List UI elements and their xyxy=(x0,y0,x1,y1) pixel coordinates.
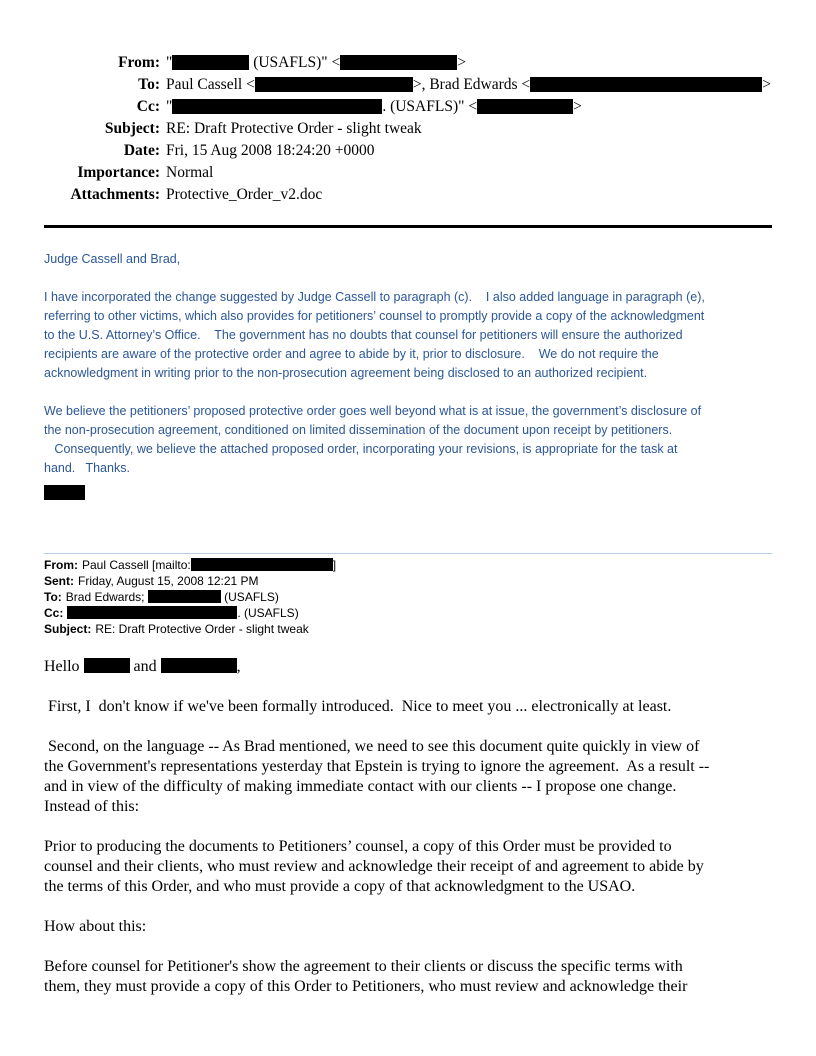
text-segment: Fri, 15 Aug 2008 18:24:20 +0000 xyxy=(166,142,375,159)
text-segment: >, Brad Edwards < xyxy=(412,76,531,93)
field-label: Importance: xyxy=(77,164,160,181)
text-segment: Friday, August 15, 2008 12:21 PM xyxy=(78,574,259,588)
header-field-row xyxy=(44,52,772,74)
text-segment: Hello xyxy=(44,658,84,675)
text-line: the non-prosecution agreement, conditioned on limited dissemination of the document upon receipt by petitioners. xyxy=(44,423,673,437)
quoted-paragraph-5 xyxy=(44,957,772,997)
header-field-row xyxy=(44,589,772,605)
field-value xyxy=(166,52,466,74)
reply-body xyxy=(44,250,772,500)
header-field-row xyxy=(44,184,772,206)
text-line: acknowledgment in writing prior to the non-prosecution agreement being disclosed to an authorized recipient. xyxy=(44,366,648,380)
text-segment: Normal xyxy=(166,164,214,181)
field-value xyxy=(166,140,375,162)
quoted-message-separator xyxy=(44,553,772,554)
field-label: Cc: xyxy=(44,606,64,620)
text-segment: RE: Draft Protective Order - slight tweak xyxy=(95,622,309,636)
header-field-row xyxy=(44,140,772,162)
field-label: Subject: xyxy=(44,622,92,636)
redaction-box xyxy=(67,606,237,619)
header-field-row xyxy=(44,162,772,184)
redaction-box xyxy=(530,77,762,92)
text-line: the terms of this Order, and who must provide a copy of that acknowledgment to the USAO. xyxy=(44,878,636,895)
field-label: Attachments: xyxy=(70,186,160,203)
text-line: recipients are aware of the protective order and agree to abide by it, prior to disclosure. We do not require the xyxy=(44,347,659,361)
field-value xyxy=(95,622,308,636)
redaction-box xyxy=(477,99,573,114)
redaction-box xyxy=(172,99,382,114)
text-line: to the U.S. Attorney’s Office. The government has no doubts that counsel for petitioners will ensure the authorized xyxy=(44,328,683,342)
quoted-paragraph-4 xyxy=(44,917,772,937)
text-segment: > xyxy=(762,76,771,93)
quoted-paragraph-1 xyxy=(44,697,772,717)
text-line: Before counsel for Petitioner's show the agreement to their clients or discuss the specific terms with xyxy=(44,958,683,975)
text-segment: Protective_Order_v2.doc xyxy=(166,186,323,203)
text-line: them, they must provide a copy of this Order to Petitioners, who must review and acknowledge their xyxy=(44,978,688,995)
quoted-greeting xyxy=(44,657,772,677)
text-segment: > xyxy=(573,98,582,115)
field-label: Subject: xyxy=(104,120,160,137)
text-segment: Brad Edwards; xyxy=(65,590,148,604)
text-line: Prior to producing the documents to Petitioners’ counsel, a copy of this Order must be provided to xyxy=(44,838,672,855)
quoted-header xyxy=(44,557,772,637)
text-line: referring to other victims, which also provides for petitioners’ counsel to promptly provide a copy of the acknowledgment xyxy=(44,309,705,323)
text-line: Consequently, we believe the attached proposed order, incorporating your revisions, is appropriate for the task at xyxy=(44,442,678,456)
field-value xyxy=(166,184,322,206)
text-line: and in view of the difficulty of making immediate contact with our clients -- I propose one change. xyxy=(44,778,677,795)
field-value xyxy=(166,74,771,96)
redaction-box xyxy=(340,55,457,70)
email-header xyxy=(44,52,772,206)
header-field-row xyxy=(44,621,772,637)
redaction-box xyxy=(191,558,333,571)
header-field-row xyxy=(44,118,772,140)
text-line: First, I don't know if we've been formally introduced. Nice to meet you ... electronically at least. xyxy=(44,698,672,715)
text-line: counsel and their clients, who must review and acknowledge their receipt of and agreement to abide by xyxy=(44,858,704,875)
text-segment: " xyxy=(166,54,173,71)
redaction-box xyxy=(84,658,130,673)
field-label: Date: xyxy=(123,142,160,159)
text-segment: and xyxy=(129,658,161,675)
text-line: We believe the petitioners’ proposed protective order goes well beyond what is at issue, the government’s disclosure of xyxy=(44,404,702,418)
text-line: I have incorporated the change suggested by Judge Cassell to paragraph (c). I also added language in paragraph (e), xyxy=(44,290,705,304)
field-label: Sent: xyxy=(44,574,74,588)
field-value xyxy=(66,590,279,604)
text-segment: . (USAFLS)" < xyxy=(382,98,478,115)
redaction-box xyxy=(148,590,221,603)
header-field-row xyxy=(44,557,772,573)
field-label: From: xyxy=(44,558,78,572)
text-line: Instead of this: xyxy=(44,798,140,815)
field-label: Cc: xyxy=(136,98,160,115)
signature-redaction-box xyxy=(44,485,85,500)
field-label: From: xyxy=(118,54,160,71)
field-value xyxy=(166,118,422,140)
field-value xyxy=(78,574,259,588)
text-segment: > xyxy=(457,54,466,71)
text-segment: , xyxy=(236,658,241,675)
reply-greeting: Judge Cassell and Brad, xyxy=(44,252,181,266)
field-value xyxy=(67,606,298,620)
reply-paragraph-2 xyxy=(44,402,772,478)
text-segment: Paul Cassell [mailto: xyxy=(82,558,191,572)
text-line: hand. Thanks. xyxy=(44,461,130,475)
quoted-paragraph-2 xyxy=(44,737,772,817)
quoted-body xyxy=(44,657,772,997)
text-segment: ] xyxy=(332,558,337,572)
text-segment: RE: Draft Protective Order - slight tweak xyxy=(166,120,422,137)
header-field-row xyxy=(44,573,772,589)
text-line: How about this: xyxy=(44,918,147,935)
text-segment: (USAFLS) xyxy=(220,590,279,604)
text-segment: " xyxy=(166,98,173,115)
reply-paragraph-1 xyxy=(44,288,772,383)
field-value xyxy=(166,96,582,118)
field-label: To: xyxy=(138,76,160,93)
field-value xyxy=(166,162,213,184)
redaction-box xyxy=(172,55,249,70)
redaction-box xyxy=(161,658,237,673)
text-line: Second, on the language -- As Brad mentioned, we need to see this document quite quickly in view of xyxy=(44,738,700,755)
text-segment: Paul Cassell < xyxy=(166,76,255,93)
header-divider xyxy=(44,225,772,228)
text-line: the Government's representations yesterday that Epstein is trying to ignore the agreement. As a result -- xyxy=(44,758,710,775)
text-segment: . (USAFLS) xyxy=(237,606,299,620)
text-segment: (USAFLS)" < xyxy=(249,54,341,71)
quoted-paragraph-3 xyxy=(44,837,772,897)
redaction-box xyxy=(255,77,413,92)
header-field-row xyxy=(44,96,772,118)
header-field-row xyxy=(44,605,772,621)
field-label: To: xyxy=(44,590,62,604)
header-field-row xyxy=(44,74,772,96)
field-value xyxy=(82,558,336,572)
